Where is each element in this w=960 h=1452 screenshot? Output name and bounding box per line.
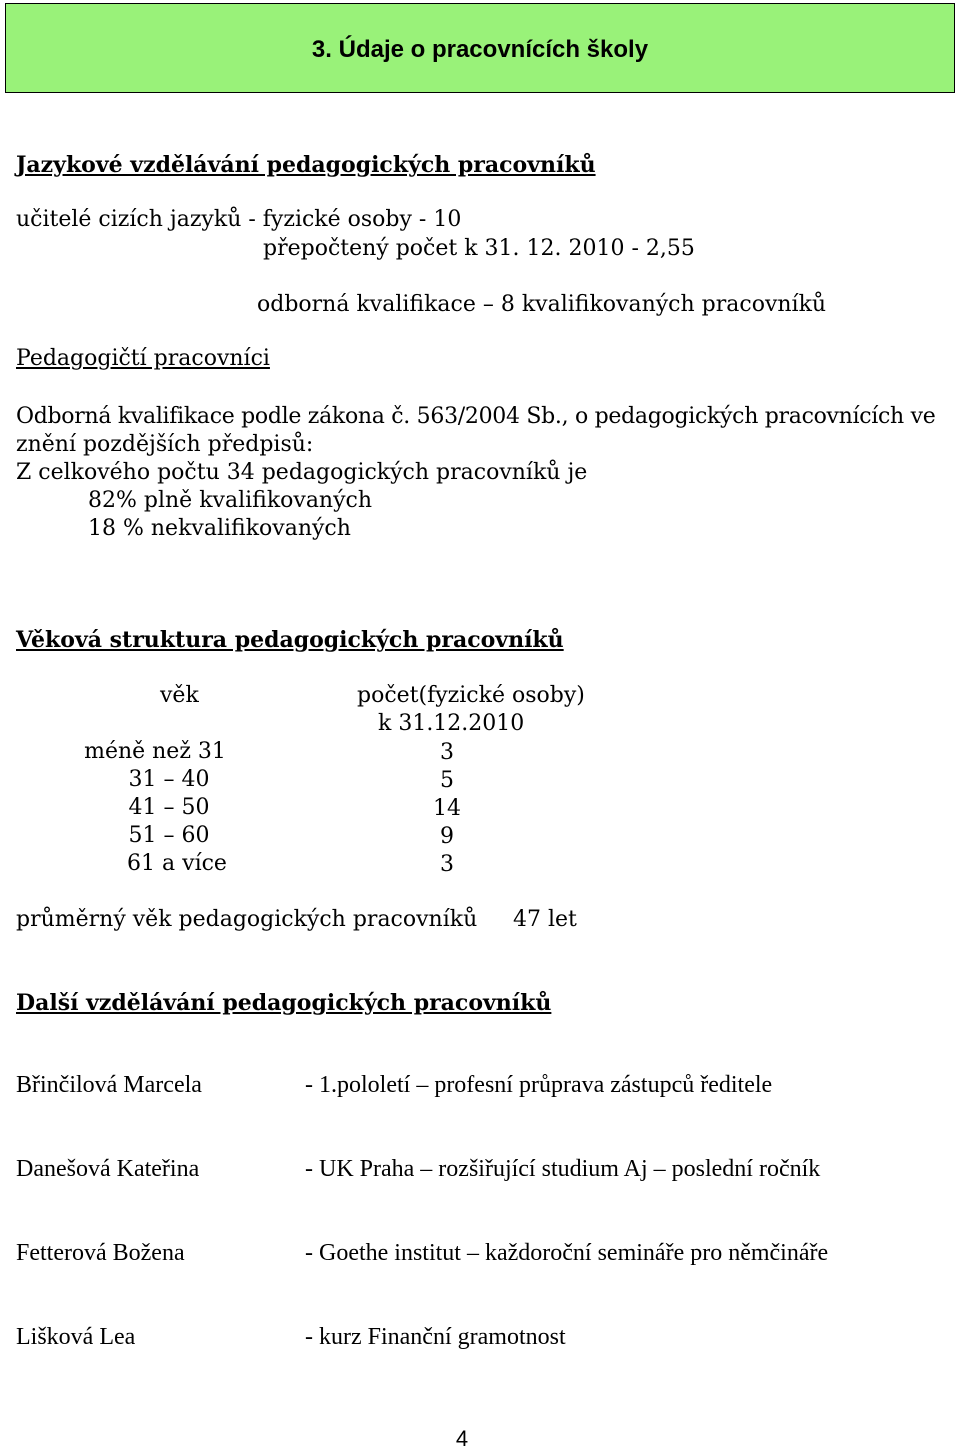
age-row-label: méně než 31 xyxy=(84,739,226,764)
training-person-name: Lišková Lea xyxy=(16,1324,136,1350)
page-number: 4 xyxy=(455,1426,469,1451)
page-title: 3. Údaje o pracovnících školy xyxy=(311,36,649,63)
staff-line-4: 82% plně kvalifikovaných xyxy=(88,488,373,513)
age-heading: Věková struktura pedagogických pracovníků xyxy=(16,627,564,653)
staff-line-5: 18 % nekvalifikovaných xyxy=(88,516,351,541)
training-heading: Další vzdělávání pedagogických pracovníků xyxy=(16,990,552,1016)
training-course: - kurz Finanční gramotnost xyxy=(305,1324,566,1350)
age-row-label: 31 – 40 xyxy=(128,767,210,792)
title-box xyxy=(5,3,955,93)
age-row-count: 14 xyxy=(433,796,461,821)
training-person-name: Břinčilová Marcela xyxy=(16,1072,202,1098)
staff-line-2: znění pozdějších předpisů: xyxy=(16,432,314,457)
staff-line-3: Z celkového počtu 34 pedagogických pracovníků je xyxy=(16,460,588,485)
count-column-date: k 31.12.2010 xyxy=(378,711,525,736)
average-age-value: 47 let xyxy=(513,907,577,932)
age-row-count: 9 xyxy=(440,824,454,849)
average-age-label: průměrný věk pedagogických pracovníků xyxy=(16,907,478,932)
age-row-count: 3 xyxy=(440,740,454,765)
training-course: - 1.pololetí – profesní průprava zástupců ředitele xyxy=(305,1072,773,1098)
staff-heading: Pedagogičtí pracovníci xyxy=(16,346,270,371)
training-person-name: Fetterová Božena xyxy=(16,1240,185,1266)
age-row-label: 51 – 60 xyxy=(128,823,210,848)
count-column-header: počet(fyzické osoby) xyxy=(357,683,585,708)
language-line-1: učitelé cizích jazyků - fyzické osoby - 10 xyxy=(16,207,462,232)
training-course: - Goethe institut – každoroční semináře pro němčináře xyxy=(305,1240,829,1266)
age-row-count: 3 xyxy=(440,852,454,877)
language-line-3: odborná kvalifikace – 8 kvalifikovaných pracovníků xyxy=(257,292,827,317)
age-row-label: 61 a více xyxy=(127,851,227,876)
training-course: - UK Praha – rozšiřující studium Aj – poslední ročník xyxy=(305,1156,821,1182)
staff-line-1: Odborná kvalifikace podle zákona č. 563/2004 Sb., o pedagogických pracovnících ve xyxy=(16,404,936,429)
language-heading: Jazykové vzdělávání pedagogických pracovníků xyxy=(16,152,596,178)
training-person-name: Danešová Kateřina xyxy=(16,1156,200,1182)
language-line-2: přepočtený počet k 31. 12. 2010 - 2,55 xyxy=(263,236,695,261)
age-row-label: 41 – 50 xyxy=(128,795,210,820)
age-column-header: věk xyxy=(160,683,199,708)
age-row-count: 5 xyxy=(440,768,454,793)
